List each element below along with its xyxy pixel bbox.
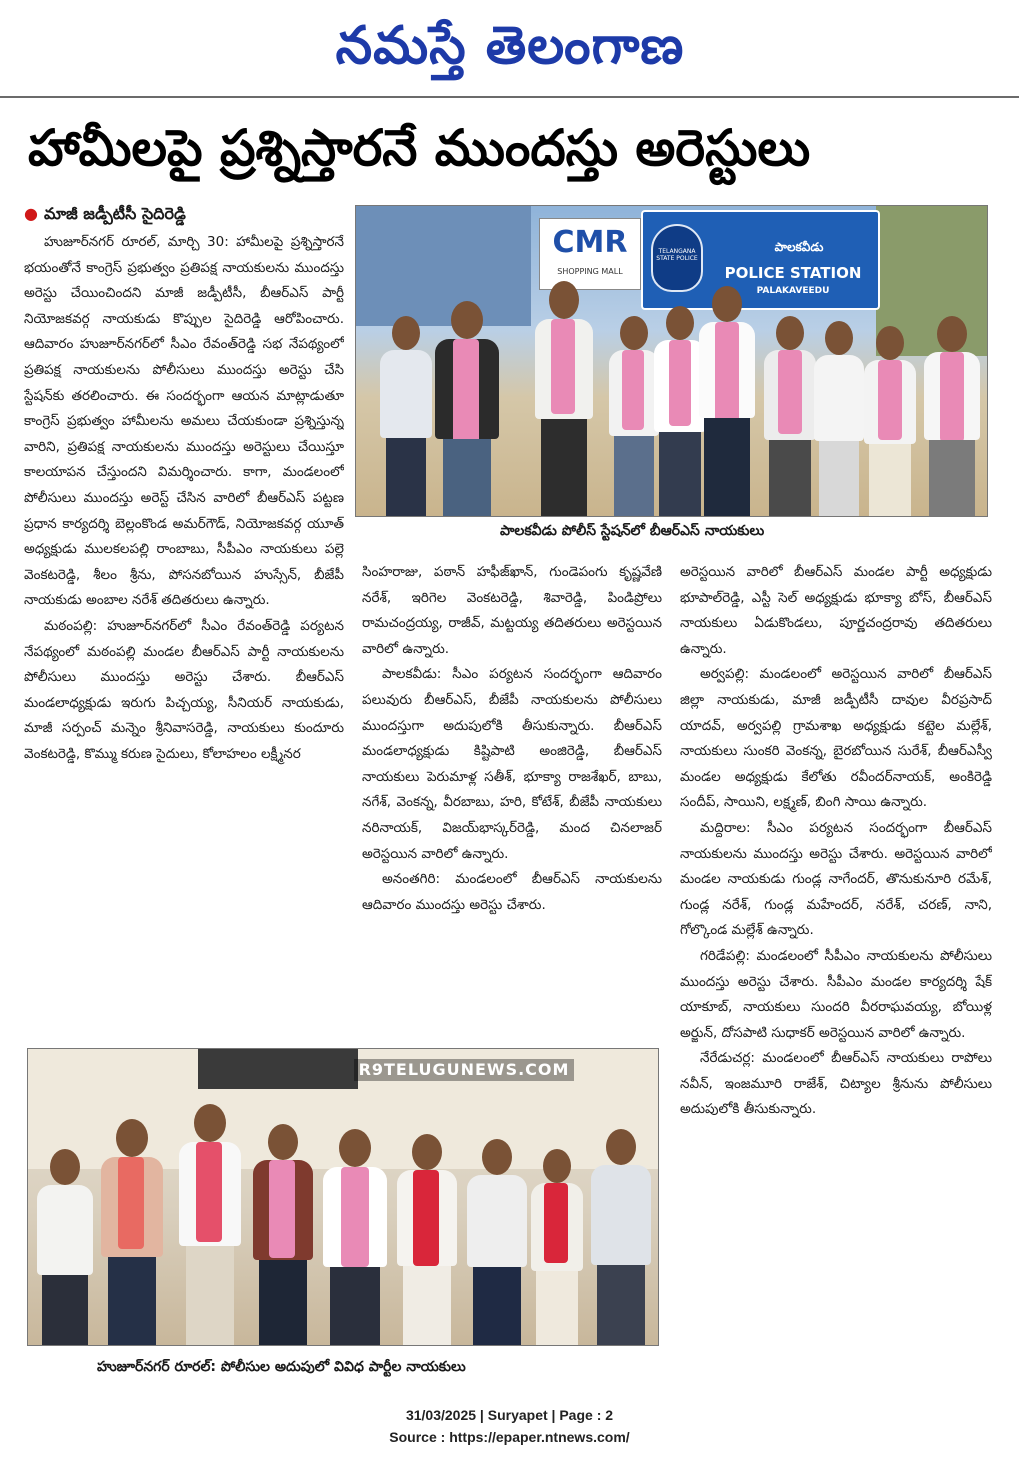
person	[921, 316, 983, 516]
paragraph: పాలకవీడు: సీఎం పర్యటన సందర్భంగా ఆదివారం పలువురు బీఆర్ఎస్, బీజేపీ నాయకులను పోలీసులు ముందస్తుగా అదుపులోకి తీసుకున్నారు. బీఆర్ఎస్ మండలాధ్యక్షుడు కిష్టిపాటి అంజిరెడ్డి, బీఆర్ఎస్ నాయకులు పెరుమాళ్ల సతీశ్, భూక్యా రాజశేఖర్, బాబు, నగేశ్, వెంకన్న, వీరబాబు, హరి, కోటేశ్, బీజేపీ నాయకులు నరినాయక్, విజయ్‌భాస్కర్‌రెడ్డి, మంద చినలాజర్ అరెస్టయిన వారిలో ఉన్నారు.	[362, 666, 662, 862]
paragraph: నేరేడుచర్ల: మండలంలో బీఆర్ఎస్ నాయకులు రాపోలు నవీన్, ఇంజమూరి రాజేశ్, చిట్యాల శ్రీనును పోలీసులు అదుపులోకి తీసుకున్నారు.	[680, 1050, 992, 1118]
person	[98, 1119, 166, 1345]
footer-source: Source : https://epaper.ntnews.com/	[389, 1429, 630, 1445]
person	[431, 301, 503, 516]
paragraph: మఠంపల్లి: హుజూర్‌నగర్‌లో సీఎం రేవంత్‌రెడ్డి పర్యటన నేపథ్యంలో మఠంపల్లి మండల బీఆర్ఎస్ పార్టీ నాయకులను పోలీసులు ముందస్తు అరెస్టు చేశారు. బీఆర్ఎస్ మండలాధ్యక్షుడు ఇరుగు పిచ్చయ్య, సీనియర్ నాయకుడు, మాజీ సర్పంచ్ మన్నెం శ్రీనివాసరెడ్డి, నాయకులు కుందూరు వెంకటరెడ్డి, కొమ్ము కరుణ సైదులు, కోలాహలం లక్ష్మీనర	[24, 617, 344, 762]
masthead-logo: నమస్తే తెలంగాణ	[335, 15, 685, 76]
article-column-1	[24, 230, 344, 1038]
bullet-icon: ●	[24, 204, 38, 223]
person	[394, 1134, 460, 1345]
dark-window	[198, 1049, 358, 1089]
article-column-3	[680, 560, 992, 1370]
person	[464, 1139, 530, 1345]
paragraph: అరెస్టయిన వారిలో బీఆర్ఎస్ మండల పార్టీ అధ్యక్షుడు భూపాల్‌రెడ్డి, ఎస్టీ సెల్ అధ్యక్షుడు భూక్యా బోస్, బీఆర్ఎస్ నాయకులు ఏడుకొండలు, పూర్ణచంద్రరావు తదితరులు ఉన్నారు.	[680, 564, 992, 657]
headline: హామీలపై ప్రశ్నిస్తారనే ముందస్తు అరెస్టులు	[28, 119, 811, 177]
photo2-caption: హుజూర్‌నగర్ రూరల్: పోలీసుల అదుపులో వివిధ పార్టీల నాయకులు	[97, 1359, 466, 1375]
person	[320, 1129, 390, 1345]
paragraph: అర్వపల్లి: మండలంలో అరెస్టయిన వారిలో బీఆర్ఎస్ జిల్లా నాయకుడు, మాజీ జడ్పీటీసీ దావుల వీరప్రసాద్ యాదవ్, అర్వపల్లి గ్రామశాఖ అధ్యక్షుడు కట్టెల మల్లేశ్, నాయకులు సుంకరి వెంకన్న, బైరబోయిన సురేశ్, బీఆర్ఎస్వీ మండల అధ్యక్షుడు కేలోతు రవీందర్‌నాయక్, అంకిరెడ్డి సందీప్, సాయిని, లక్ష్మణ్, బింగి సాయి ఉన్నారు.	[680, 666, 992, 811]
person	[811, 321, 867, 516]
police-sign-place: PALAKAVEEDU	[756, 286, 830, 296]
watermark: R9TELUGUNEWS.COM	[354, 1059, 574, 1081]
byline-text: మాజీ జడ్పీటీసీ సైదిరెడ్డి	[43, 204, 186, 223]
police-sign-telugu: పాలకవీడు	[774, 240, 824, 254]
person	[376, 316, 436, 516]
masthead-rule	[0, 96, 1019, 98]
person	[588, 1129, 654, 1345]
person	[250, 1124, 316, 1345]
cmr-sign: CMR SHOPPING MALL	[539, 218, 641, 290]
police-badge-text: TELANGANA STATE POLICE	[656, 248, 698, 262]
paragraph: మద్దిరాల: సీఎం పర్యటన సందర్భంగా బీఆర్ఎస్ నాయకులను ముందస్తు అరెస్టు చేశారు. అరెస్టయిన వారిలో మండల నాయకుడు గుండ్ల నాగేందర్, తొనుకునూరి రమేశ్, గుండ్ల నరేశ్, గుండ్ల మహేందర్, నరేశ్, చరణ్, నాని, గోల్కొండ మల్లేశ్ ఉన్నారు.	[680, 819, 992, 939]
person	[34, 1149, 96, 1345]
person	[528, 1149, 586, 1345]
person	[861, 326, 919, 516]
person	[696, 286, 758, 516]
police-sign-english: POLICE STATION	[724, 264, 862, 282]
police-station-sign	[641, 210, 880, 310]
paragraph: అనంతగిరి: మండలంలో బీఆర్ఎస్ నాయకులను ఆదివారం ముందస్తు అరెస్టు చేశారు.	[362, 871, 662, 913]
paragraph: హుజూర్‌నగర్ రూరల్, మార్చి 30: హామీలపై ప్రశ్నిస్తారనే భయంతోనే కాంగ్రెస్ ప్రభుత్వం ప్రతిపక్ష నాయకులను ముందస్తు అరెస్టు చేయించిందని మాజీ జడ్పీటీసీ, బీఆర్ఎస్ పార్టీ నియోజకవర్గ నాయకుడు కొప్పుల సైదిరెడ్డి ఆరోపించారు. ఆదివారం హుజూర్‌నగర్‌లో సీఎం రేవంత్‌రెడ్డి సభ నేపథ్యంలో ప్రతిపక్ష నాయకులను పోలీసులు ముందస్తు అరెస్టు చేసి స్టేషన్‌కు తరలించారు. ఈ సందర్భంగా ఆయన మాట్లాడుతూ కాంగ్రెస్ ప్రభుత్వం హామీలను అమలు చేయకుండా ప్రశ్నిస్తున్న వారిని, ప్రతిపక్ష నాయకులను ముందస్తు అరెస్టులు చేయిస్తూ కాలయాపన చేస్తుందని విమర్శించారు. కాగా, మండలంలో పోలీసులు ముందస్తు అరెస్ట్ చేసిన వారిలో బీఆర్ఎస్ పట్టణ ప్రధాన కార్యదర్శి బెల్లంకొండ అమర్‌గౌడ్, నియోజకవర్గ యూత్ అధ్యక్షుడు ములకలపల్లి రాంబాబు, సీపీఎం నాయకులు పల్లె వెంకటరెడ్డి, శీలం శ్రీను, పోసనబోయిన హుస్సేన్, బీజేపీ నాయకుడు అంబాల నరేశ్ తదితరులు ఉన్నారు.	[24, 234, 344, 609]
photo-police-station	[355, 205, 988, 517]
photo-leaders-custody	[27, 1048, 659, 1346]
footer-date-edition: 31/03/2025 | Suryapet | Page : 2	[405, 1407, 614, 1423]
person	[176, 1104, 244, 1345]
article-column-2	[362, 560, 662, 1038]
paragraph: గరిడేపల్లి: మండలంలో సీపీఎం నాయకులను పోలీసులు ముందస్తు అరెస్టు చేశారు. సీపీఎం మండల కార్యదర్శి షేక్ యాకూబ్, నాయకులు సుందరి వీరరాఘవయ్య, బోయిళ్ల అర్జున్, దోసపాటి సుధాకర్ అరెస్టయిన వారిలో ఉన్నారు.	[680, 947, 992, 1041]
byline	[24, 202, 186, 226]
photo1-caption: పాలకవీడు పోలీస్ స్టేషన్‌లో బీఆర్ఎస్ నాయకులు	[500, 523, 765, 539]
person	[531, 281, 597, 516]
paragraph: సింహరాజు, పఠాన్ హఫీజ్‌ఖాన్, గుండెపంగు కృష్ణవేణి నరేశ్, ఇరిగెల వెంకటరెడ్డి, శివారెడ్డి, పిండిప్రోలు రామచంద్రయ్య, రాజీవ్, మట్టయ్య తదితరులు అరెస్టయిన వారిలో ఉన్నారు.	[362, 564, 662, 657]
